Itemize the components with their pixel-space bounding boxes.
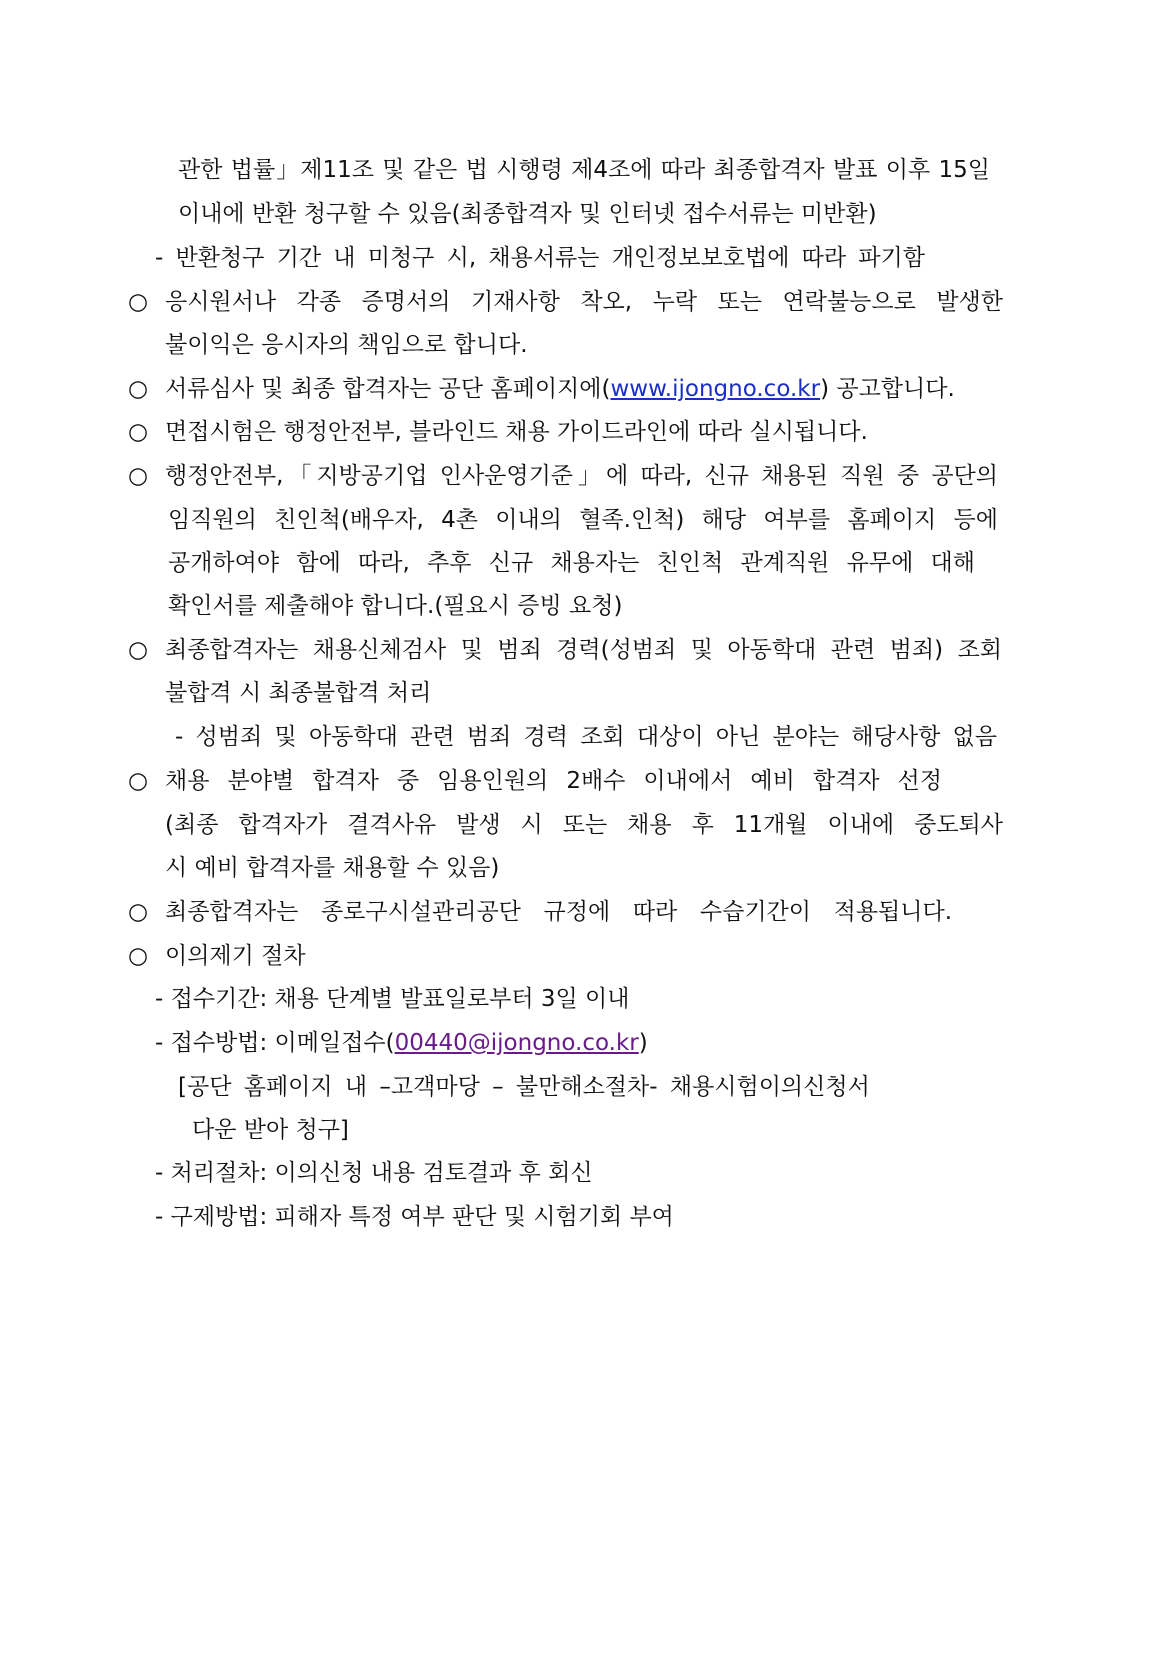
email-link[interactable]: 00440@ijongno.co.kr [394,1030,639,1056]
circle-bullet-icon: ○ [128,289,149,315]
text-line [155,1028,648,1058]
text-line: 이내에 반환 청구할 수 있음(최종합격자 및 인터넷 접수서류는 미반환) [178,201,877,227]
text-line: - 성범죄 및 아동학대 관련 범죄 경력 조회 대상이 아닌 분야는 해당사항 없음 [175,724,997,750]
circle-bullet-icon: ○ [128,376,149,402]
bullet-item [128,287,1003,317]
text-line: 다운 받아 청구] [192,1117,349,1143]
text-line: 임직원의 친인척(배우자, 4촌 이내의 혈족.인척) 해당 여부를 홈페이지 등에 [168,507,998,533]
homepage-link[interactable]: www.ijongno.co.kr [610,376,821,402]
text-line: - 접수기간: 채용 단계별 발표일로부터 3일 이내 [155,986,630,1012]
circle-bullet-icon: ○ [128,768,149,794]
text-line: (최종 합격자가 결격사유 발생 시 또는 채용 후 11개월 이내에 중도퇴사 [165,812,1003,838]
circle-bullet-icon: ○ [128,943,149,969]
circle-bullet-icon: ○ [128,899,149,925]
text-segment: ) 공고합니다. [820,376,955,402]
circle-bullet-icon: ○ [128,419,149,445]
section-heading: 이의제기 절차 [165,943,306,969]
text-line: [공단 홈페이지 내 –고객마당 – 불만해소절차- 채용시험이의신청서 [178,1074,870,1100]
text-line: - 구제방법: 피해자 특정 여부 판단 및 시험기회 부여 [155,1204,674,1230]
text-segment: - 접수방법: 이메일접수( [155,1030,395,1056]
text-line: 불합격 시 최종불합격 처리 [165,680,432,706]
bullet-item [128,941,306,971]
text-line: 응시원서나 각종 증명서의 기재사항 착오, 누락 또는 연락불능으로 발생한 [165,289,1003,315]
bullet-item [128,766,942,796]
text-line: 채용 분야별 합격자 중 임용인원의 2배수 이내에서 예비 합격자 선정 [165,768,942,794]
text-line: - 반환청구 기간 내 미청구 시, 채용서류는 개인정보보호법에 따라 파기함 [155,245,925,271]
bullet-item [128,417,868,447]
bullet-item [128,374,955,404]
text-line: 최종합격자는 채용신체검사 및 범죄 경력(성범죄 및 아동학대 관련 범죄) 조회 [165,637,1002,663]
text-line: - 처리절차: 이의신청 내용 검토결과 후 회신 [155,1160,593,1186]
text-line: 불이익은 응시자의 책임으로 합니다. [165,332,528,358]
bullet-item [128,461,998,491]
text-line: 관한 법률」제11조 및 같은 법 시행령 제4조에 따라 최종합격자 발표 이후 15일 [178,157,990,183]
text-line: 확인서를 제출해야 합니다.(필요시 증빙 요청) [168,593,623,619]
circle-bullet-icon: ○ [128,463,149,489]
text-segment: 서류심사 및 최종 합격자는 공단 홈페이지에( [165,376,611,402]
text-line: 면접시험은 행정안전부, 블라인드 채용 가이드라인에 따라 실시됩니다. [165,419,868,445]
text-line: 최종합격자는 종로구시설관리공단 규정에 따라 수습기간이 적용됩니다. [165,899,952,925]
text-line: 행정안전부,「지방공기업 인사운영기준」에 따라, 신규 채용된 직원 중 공단의 [165,463,998,489]
bullet-item [128,635,1002,665]
text-segment: ) [638,1030,648,1056]
circle-bullet-icon: ○ [128,637,149,663]
text-line: 공개하여야 함에 따라, 추후 신규 채용자는 친인척 관계직원 유무에 대해 [168,550,975,576]
text-line: 시 예비 합격자를 채용할 수 있음) [165,855,500,881]
bullet-item [128,897,952,927]
